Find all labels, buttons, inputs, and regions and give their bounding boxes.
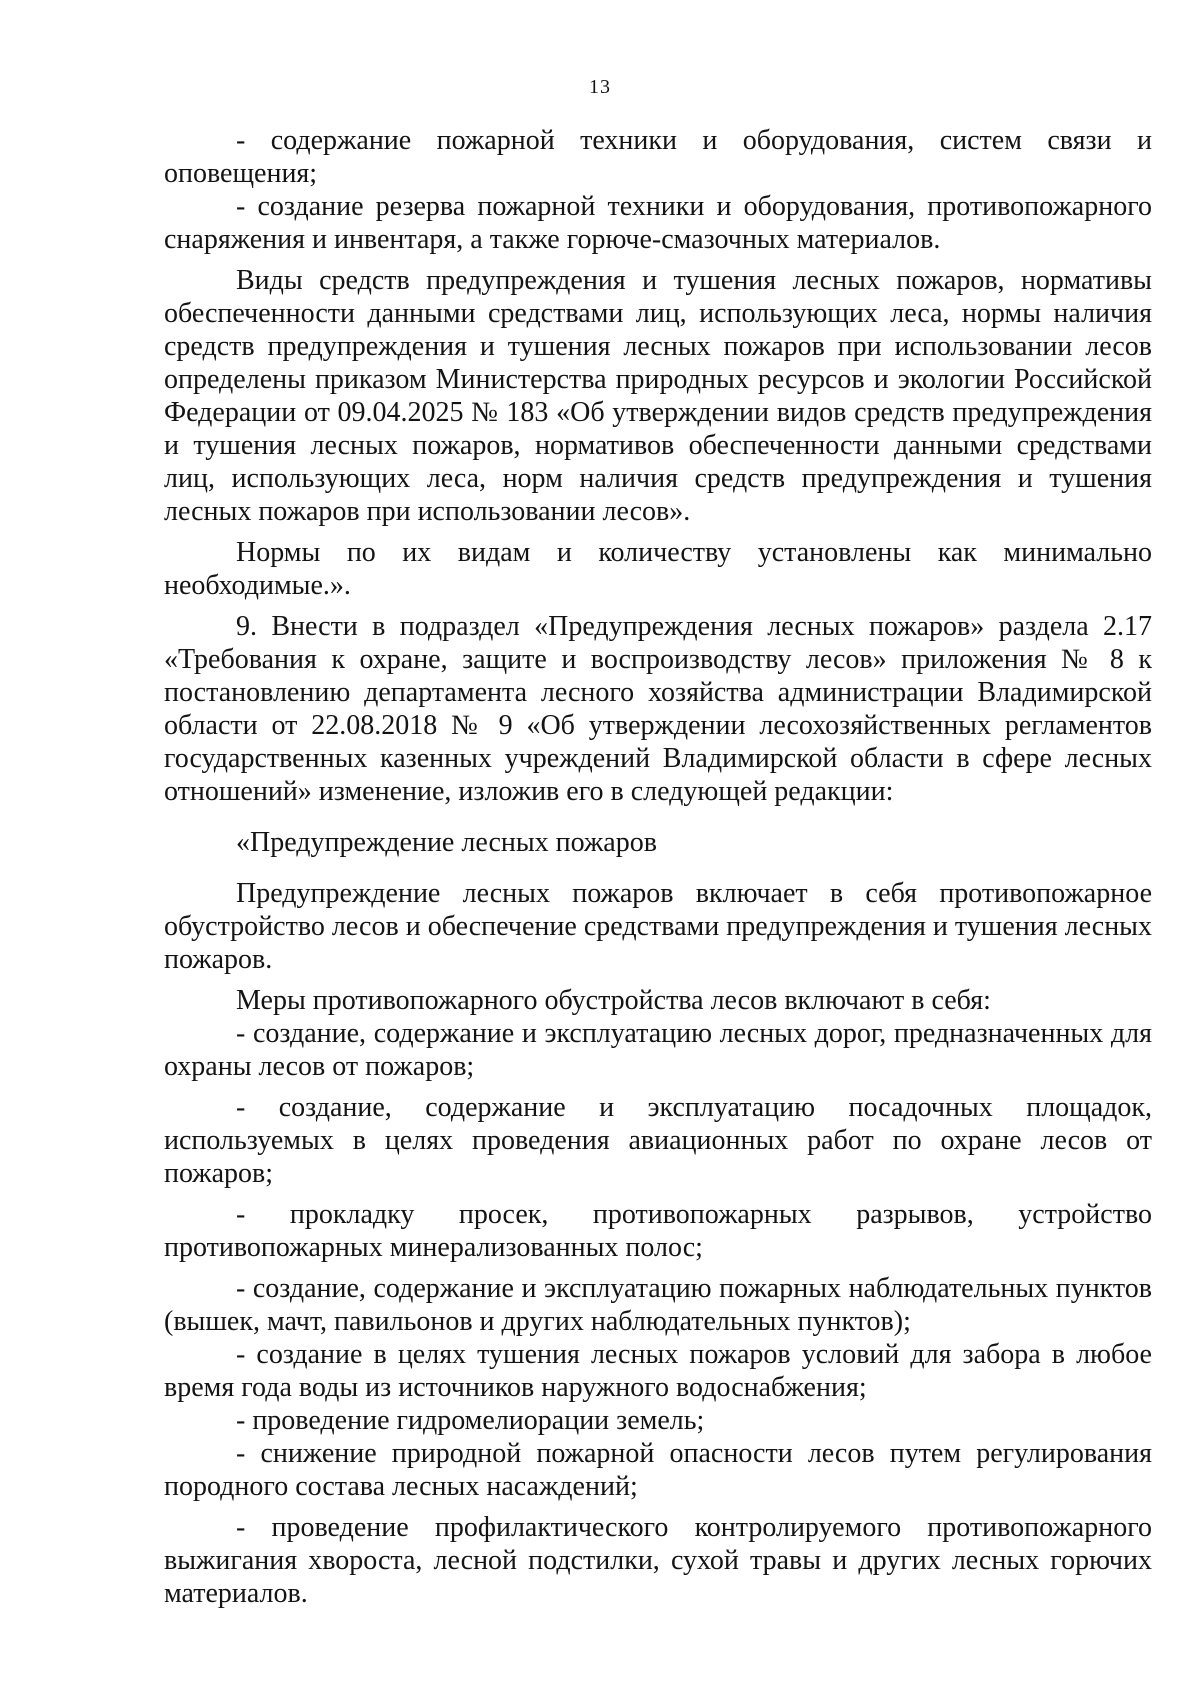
paragraph-means-order: Виды средств предупреждения и тушения лесных пожаров, нормативы обеспеченности данными средствами лиц, использующих леса, нормы наличия средств предупреждения и тушения лесных пожаров при использовании лесов определены приказом Министерства природных ресурсов и экологии Российской Федерации от 09.04.2025 № 183 «Об утверждении видов средств предупреждения и тушения лесных пожаров, нормативов обеспеченности данными средствами лиц, использующих леса, норм наличия средств предупреждения и тушения лесных пожаров при использовании лесов». — [164, 265, 1152, 527]
list-item-water-intake: - создание в целях тушения лесных пожаров условий для забора в любое время года воды из источников наружного водоснабжения; — [164, 1339, 1152, 1403]
list-item-clearings: - прокладку просек, противопожарных разрывов, устройство противопожарных минерализованных полос; — [164, 1199, 1152, 1263]
list-item-forest-roads: - создание, содержание и эксплуатацию лесных дорог, предназначенных для охраны лесов от пожаров; — [164, 1018, 1152, 1082]
paragraph-fire-equipment-reserve: - создание резерва пожарной техники и оборудования, противопожарного снаряжения и инвентаря, а также горюче-смазочных материалов. — [164, 191, 1152, 255]
paragraph-measures-intro: Меры противопожарного обустройства лесов включают в себя: — [236, 985, 991, 1016]
paragraph-norms-minimal: Нормы по их видам и количеству установлены как минимально необходимые.». — [164, 537, 1152, 601]
paragraph-prevention-includes: Предупреждение лесных пожаров включает в себя противопожарное обустройство лесов и обеспечение средствами предупреждения и тушения лесных пожаров. — [164, 878, 1152, 975]
document-body — [164, 124, 1152, 1610]
page-number: 13 — [589, 76, 611, 98]
paragraph-fire-equipment-maintenance: - содержание пожарной техники и оборудования, систем связи и оповещения; — [164, 125, 1152, 189]
section-heading-fire-prevention: «Предупреждение лесных пожаров — [236, 827, 657, 858]
list-item-controlled-burning: - проведение профилактического контролируемого противопожарного выжигания хвороста, лесной подстилки, сухой травы и других лесных горючих материалов. — [164, 1512, 1152, 1609]
list-item-observation-posts: - создание, содержание и эксплуатацию пожарных наблюдательных пунктов (вышек, мачт, павильонов и других наблюдательных пунктов); — [164, 1273, 1152, 1337]
paragraph-item-9: 9. Внести в подраздел «Предупреждения лесных пожаров» раздела 2.17 «Требования к охране, защите и воспроизводству лесов» приложения № 8 к постановлению департамента лесного хозяйства администрации Владимирской области от 22.08.2018 № 9 «Об утверждении лесохозяйственных регламентов государственных казенных учреждений Владимирской области в сфере лесных отношений» изменение, изложив его в следующей редакции: — [164, 611, 1152, 807]
list-item-species-regulation: - снижение природной пожарной опасности лесов путем регулирования породного состава лесных насаждений; — [164, 1438, 1152, 1502]
list-item-hydromelioration: - проведение гидромелиорации земель; — [236, 1405, 705, 1436]
list-item-landing-sites: - создание, содержание и эксплуатацию посадочных площадок, используемых в целях проведения авиационных работ по охране лесов от пожаров; — [164, 1092, 1152, 1189]
